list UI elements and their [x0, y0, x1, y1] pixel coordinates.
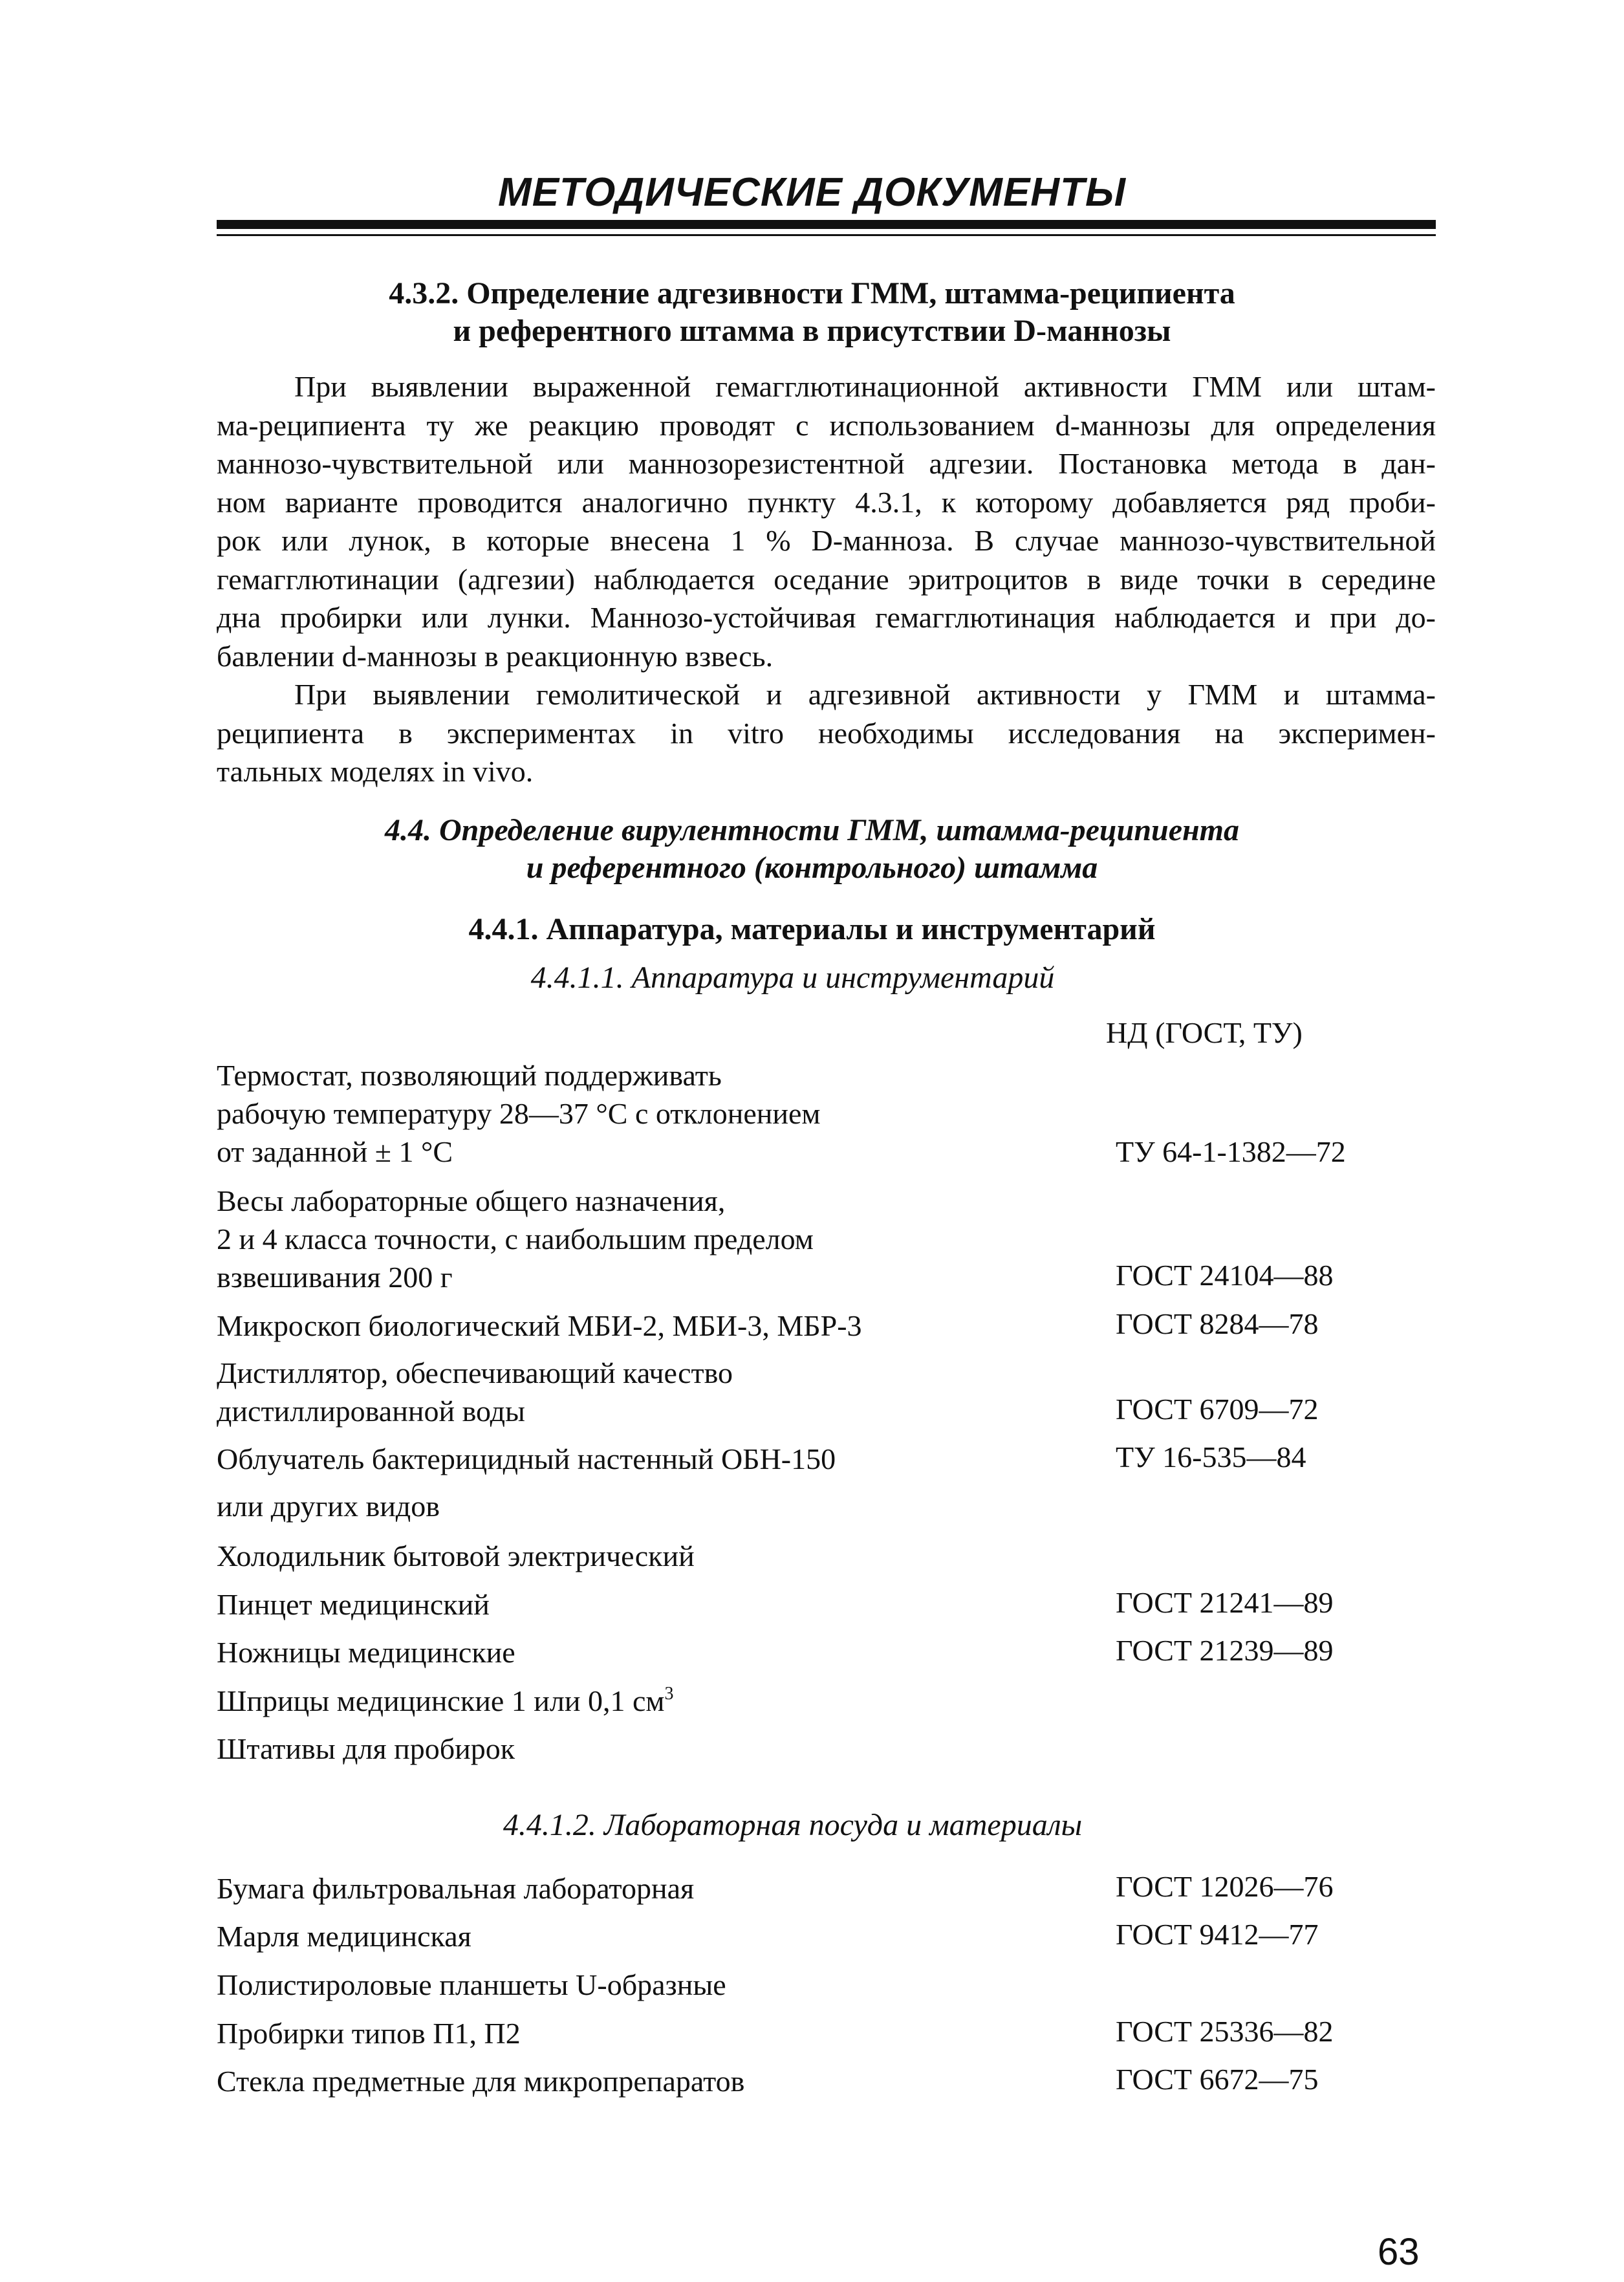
item-line: Ножницы медицинские	[217, 1636, 515, 1669]
item-standard: ГОСТ 25336—82	[1116, 2015, 1334, 2048]
item-line: дистиллированной воды	[217, 1395, 525, 1428]
equipment-item	[217, 1633, 515, 1671]
equipment-item	[217, 1440, 836, 1525]
item-line: от заданной ± 1 °С	[217, 1135, 453, 1168]
item-line: 2 и 4 класса точности, с наибольшим пределом	[217, 1222, 814, 1255]
equipment-item	[217, 1307, 862, 1345]
page-number: 63	[1378, 2231, 1420, 2273]
item-standard: ГОСТ 9412—77	[1116, 1918, 1319, 1951]
item-standard: ГОСТ 6709—72	[1116, 1393, 1319, 1426]
item-standard: ГОСТ 12026—76	[1116, 1870, 1334, 1903]
equipment-item	[217, 1354, 733, 1430]
item-line: Термостат, позволяющий поддерживать	[217, 1059, 722, 1092]
header-rule-thick	[217, 220, 1436, 229]
section-4-4-1-2-title-text: 4.4.1.2. Лабораторная посуда и материалы	[503, 1808, 1083, 1842]
item-standard: ГОСТ 6672—75	[1116, 2063, 1319, 2096]
section-4-4-1-2-title	[0, 1807, 1605, 1844]
equipment-item	[217, 1056, 821, 1171]
item-standard: ГОСТ 8284—78	[1116, 1307, 1319, 1340]
item-line: Холодильник бытовой электрический	[217, 1539, 695, 1572]
header-rule-thin	[217, 234, 1436, 236]
section-4-4-1-title	[0, 911, 1624, 948]
paragraph-line: При выявлении гемолитической и адгезивной активности у ГММ и штамма-	[294, 678, 1436, 711]
item-standard: ГОСТ 24104—88	[1116, 1259, 1334, 1292]
item-line: Бумага фильтровальная лабораторная	[217, 1872, 695, 1905]
section-4-4-title	[0, 812, 1624, 887]
item-line: или других видов	[217, 1490, 440, 1523]
paragraph-line: маннозо-чувствительной или маннозорезистентной адгезии. Постановка метода в дан-	[217, 447, 1436, 480]
item-line: Пинцет медицинский	[217, 1588, 490, 1621]
item-standard: ТУ 64-1-1382—72	[1116, 1135, 1346, 1168]
item-line: Микроскоп биологический МБИ-2, МБИ-3, МБР-3	[217, 1309, 862, 1342]
equipment-item	[217, 1682, 673, 1720]
equipment-item	[217, 1730, 515, 1768]
paragraph-2	[217, 675, 1436, 791]
material-item	[217, 1869, 694, 1907]
equipment-item	[217, 1537, 695, 1575]
material-item	[217, 2062, 744, 2100]
material-item	[217, 1917, 471, 1955]
equipment-item	[217, 1182, 814, 1296]
section-4-4-title-line1: 4.4. Определение вирулентности ГММ, штамма-реципиента	[384, 813, 1239, 847]
item-standard: ГОСТ 21239—89	[1116, 1634, 1334, 1667]
item-line: Облучатель бактерицидный настенный ОБН-150	[217, 1442, 836, 1475]
item-line: взвешивания 200 г	[217, 1261, 453, 1294]
item-line: Стекла предметные для микропрепаратов	[217, 2065, 745, 2098]
section-4-3-2-title-line2: и референтного штамма в присутствии D-маннозы	[453, 314, 1171, 348]
item-line	[217, 1682, 673, 1720]
item-standard: ТУ 16-535—84	[1116, 1440, 1306, 1473]
item-line: Штативы для пробирок	[217, 1732, 515, 1765]
paragraph-line: гемагглютинации (адгезии) наблюдается оседание эритроцитов в виде точки в середине	[217, 562, 1436, 596]
item-text: Шприцы медицинские 1 или 0,1 см	[217, 1684, 665, 1717]
section-4-4-1-1-title-text: 4.4.1.1. Аппаратура и инструментарий	[530, 961, 1055, 995]
nd-column-header: НД (ГОСТ, ТУ)	[1106, 1016, 1303, 1049]
paragraph-line: ном варианте проводится аналогично пункту 4.3.1, к которому добавляется ряд проби-	[217, 485, 1436, 519]
section-4-4-1-1-title	[0, 959, 1605, 997]
section-4-3-2-title-line1: 4.3.2. Определение адгезивности ГММ, штамма-реципиента	[389, 276, 1235, 310]
paragraph-line: При выявлении выраженной гемагглютинационной активности ГММ или штам-	[294, 370, 1436, 403]
material-item	[217, 2014, 521, 2052]
item-line: Марля медицинская	[217, 1920, 471, 1953]
item-line: Весы лабораторные общего назначения,	[217, 1184, 726, 1217]
paragraph-line: тальных моделях in vivo.	[217, 755, 534, 788]
paragraph-line: бавлении d-маннозы в реакционную взвесь.	[217, 639, 774, 673]
paragraph-line: дна пробирки или лунки. Маннозо-устойчивая гемагглютинация наблюдается и при до-	[217, 601, 1436, 634]
material-item	[217, 1966, 726, 2004]
paragraph-line: реципиента в экспериментах in vitro необходимы исследования на эксперимен-	[217, 716, 1436, 750]
section-4-4-1-title-text: 4.4.1. Аппаратура, материалы и инструментарий	[468, 912, 1156, 946]
item-standard: ГОСТ 21241—89	[1116, 1586, 1334, 1619]
section-4-4-title-line2: и референтного (контрольного) штамма	[526, 851, 1098, 885]
item-line: рабочую температуру 28—37 °С с отклонением	[217, 1097, 821, 1130]
running-head: МЕТОДИЧЕСКИЕ ДОКУМЕНТЫ	[498, 170, 1126, 215]
paragraph-1	[217, 367, 1436, 675]
item-line: Пробирки типов П1, П2	[217, 2017, 521, 2050]
superscript: 3	[664, 1684, 674, 1704]
item-line: Дистиллятор, обеспечивающий качество	[217, 1356, 733, 1389]
paragraph-line: ма-реципиента ту же реакцию проводят с использованием d-маннозы для определения	[217, 408, 1436, 442]
paragraph-line: рок или лунок, в которые внесена 1 % D-манноза. В случае маннозо-чувствительной	[217, 524, 1436, 557]
section-4-3-2-title	[0, 275, 1624, 350]
item-line: Полистироловые планшеты U-образные	[217, 1968, 726, 2001]
equipment-item	[217, 1585, 490, 1624]
